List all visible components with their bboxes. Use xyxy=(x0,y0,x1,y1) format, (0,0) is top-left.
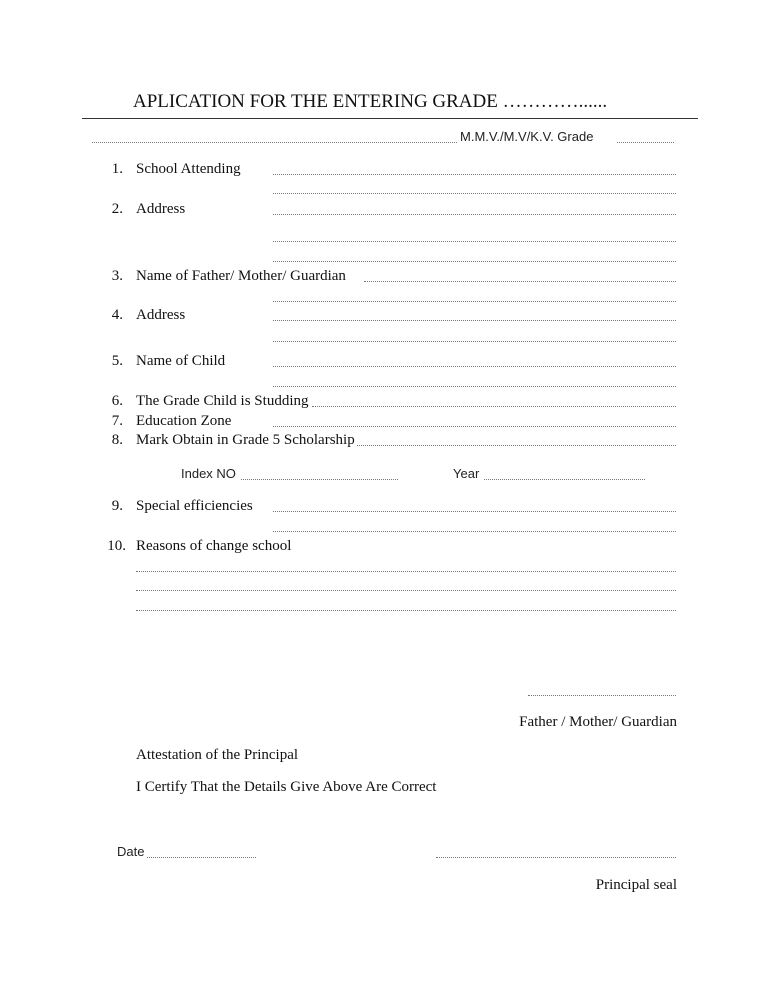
field-label-guardian-address: Address xyxy=(136,307,186,323)
special-efficiencies-line-1[interactable] xyxy=(273,511,676,512)
year-dots[interactable] xyxy=(484,479,645,480)
guardian-signature-label: Father / Mother/ Guardian xyxy=(519,714,677,730)
guardian-address-line-2[interactable] xyxy=(273,341,676,342)
scholarship-mark-line[interactable] xyxy=(357,445,676,446)
field-number-6: 6. xyxy=(111,393,123,409)
field-label-address: Address xyxy=(136,201,186,217)
index-number-dots[interactable] xyxy=(241,479,398,480)
school-attending-line-2[interactable] xyxy=(273,193,676,194)
date-label: Date xyxy=(117,844,145,859)
education-zone-line[interactable] xyxy=(273,426,676,427)
address-line-1[interactable] xyxy=(273,214,676,215)
field-label-school-attending: School Attending xyxy=(136,161,241,177)
guardian-name-line-2[interactable] xyxy=(273,301,676,302)
guardian-signature-dots[interactable] xyxy=(528,695,676,696)
address-line-3[interactable] xyxy=(273,261,676,262)
field-label-education-zone: Education Zone xyxy=(136,413,232,429)
change-reason-line-3[interactable] xyxy=(136,610,676,611)
guardian-name-line-1[interactable] xyxy=(364,281,676,282)
school-name-dots[interactable] xyxy=(92,142,457,143)
principal-seal-label: Principal seal xyxy=(595,877,677,893)
school-attending-line-1[interactable] xyxy=(273,174,676,175)
field-label-child-name: Name of Child xyxy=(136,353,226,369)
child-name-line-1[interactable] xyxy=(273,366,676,367)
form-title: APLICATION FOR THE ENTERING GRADE …………...... xyxy=(133,91,608,112)
principal-signature-dots[interactable] xyxy=(436,857,676,858)
guardian-address-line-1[interactable] xyxy=(273,320,676,321)
attestation-heading: Attestation of the Principal xyxy=(136,747,299,763)
date-dots[interactable] xyxy=(147,857,256,858)
field-number-9: 9. xyxy=(111,498,123,514)
field-label-special-efficiencies: Special efficiencies xyxy=(136,498,253,514)
field-number-4: 4. xyxy=(111,307,123,323)
field-label-scholarship-mark: Mark Obtain in Grade 5 Scholarship xyxy=(136,432,355,448)
change-reason-line-2[interactable] xyxy=(136,590,676,591)
current-grade-line[interactable] xyxy=(312,406,676,407)
special-efficiencies-line-2[interactable] xyxy=(273,531,676,532)
school-type-label: M.M.V./M.V/K.V. Grade xyxy=(460,129,594,144)
year-label: Year xyxy=(453,466,480,481)
field-number-3: 3. xyxy=(111,268,123,284)
field-number-2: 2. xyxy=(111,201,123,217)
address-line-2[interactable] xyxy=(273,241,676,242)
title-underline xyxy=(82,118,698,119)
field-label-guardian-name: Name of Father/ Mother/ Guardian xyxy=(136,268,346,284)
field-number-5: 5. xyxy=(111,353,123,369)
certification-statement: I Certify That the Details Give Above Are Correct xyxy=(136,779,437,795)
change-reason-line-1[interactable] xyxy=(136,571,676,572)
grade-dots[interactable] xyxy=(617,142,674,143)
index-number-label: Index NO xyxy=(181,466,236,481)
field-number-7: 7. xyxy=(111,413,123,429)
field-label-current-grade: The Grade Child is Studding xyxy=(136,393,309,409)
child-name-line-2[interactable] xyxy=(273,386,676,387)
field-number-10: 10. xyxy=(107,538,126,554)
field-number-1: 1. xyxy=(111,161,123,177)
field-number-8: 8. xyxy=(111,432,123,448)
field-label-change-reason: Reasons of change school xyxy=(136,538,292,554)
